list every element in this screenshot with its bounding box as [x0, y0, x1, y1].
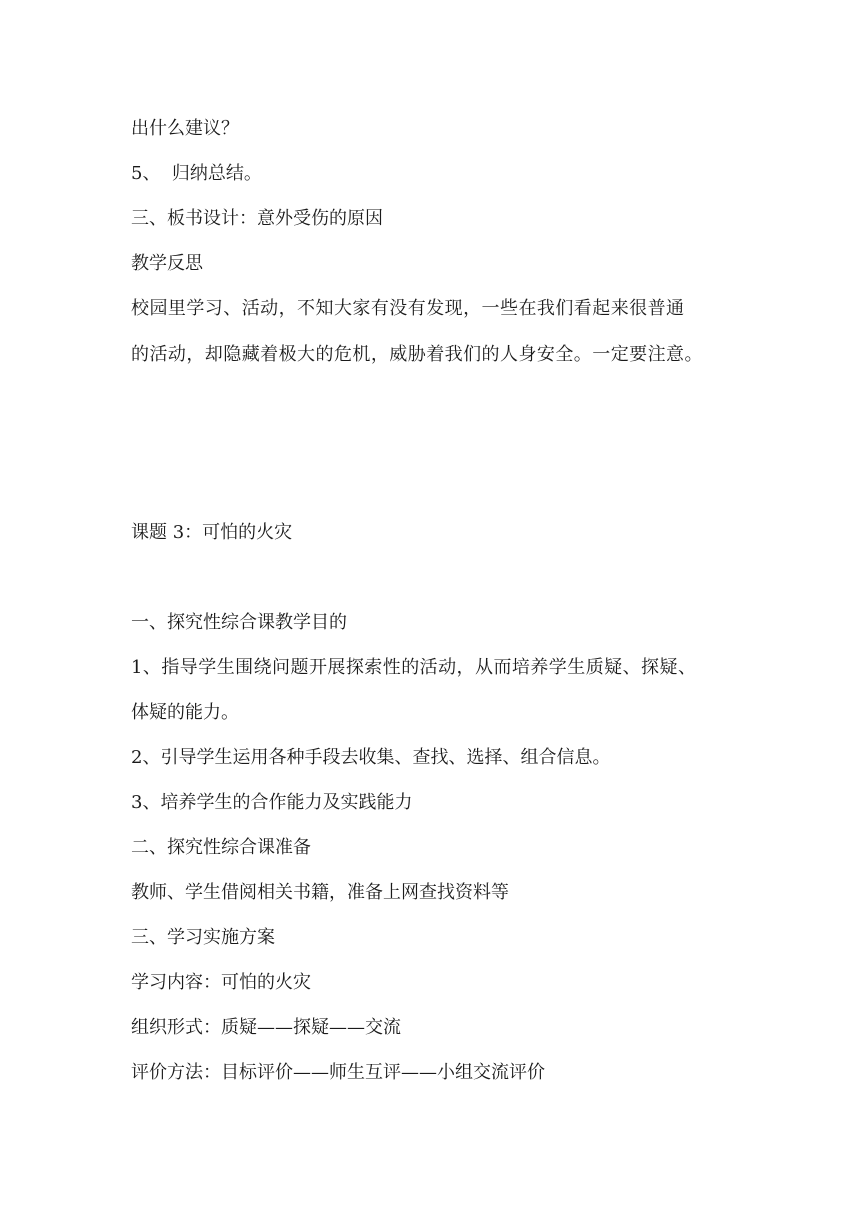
lesson-title: 课题 3：可怕的火灾: [131, 522, 293, 543]
section-heading: 三、板书设计：意外受伤的原因: [131, 208, 383, 229]
section-heading: 二、探究性综合课准备: [131, 837, 311, 858]
section-heading: 三、学习实施方案: [131, 927, 275, 948]
text-line: 出什么建议？: [131, 118, 239, 139]
paragraph-line: 教师、学生借阅相关书籍，准备上网查找资料等: [131, 882, 509, 903]
paragraph-line: 3、培养学生的合作能力及实践能力: [131, 792, 413, 813]
paragraph-line: 学习内容：可怕的火灾: [131, 972, 311, 993]
section-heading: 教学反思: [131, 253, 203, 274]
paragraph-line: 评价方法：目标评价——师生互评——小组交流评价: [131, 1062, 545, 1083]
paragraph-line: 校园里学习、活动，不知大家有没有发现，一些在我们看起来很普通: [131, 298, 685, 319]
paragraph-line: 体疑的能力。: [131, 702, 239, 723]
paragraph-line: 1、指导学生围绕问题开展探索性的活动，从而培养学生质疑、探疑、: [131, 657, 697, 678]
paragraph-line: 2、引导学生运用各种手段去收集、查找、选择、组合信息。: [131, 747, 611, 768]
paragraph-line: 的活动，却隐藏着极大的危机，威胁着我们的人身安全。一定要注意。: [131, 344, 703, 365]
paragraph-line: 组织形式：质疑——探疑——交流: [131, 1017, 401, 1038]
list-item-5: 5、 归纳总结。: [131, 163, 262, 184]
section-heading: 一、探究性综合课教学目的: [131, 612, 347, 633]
